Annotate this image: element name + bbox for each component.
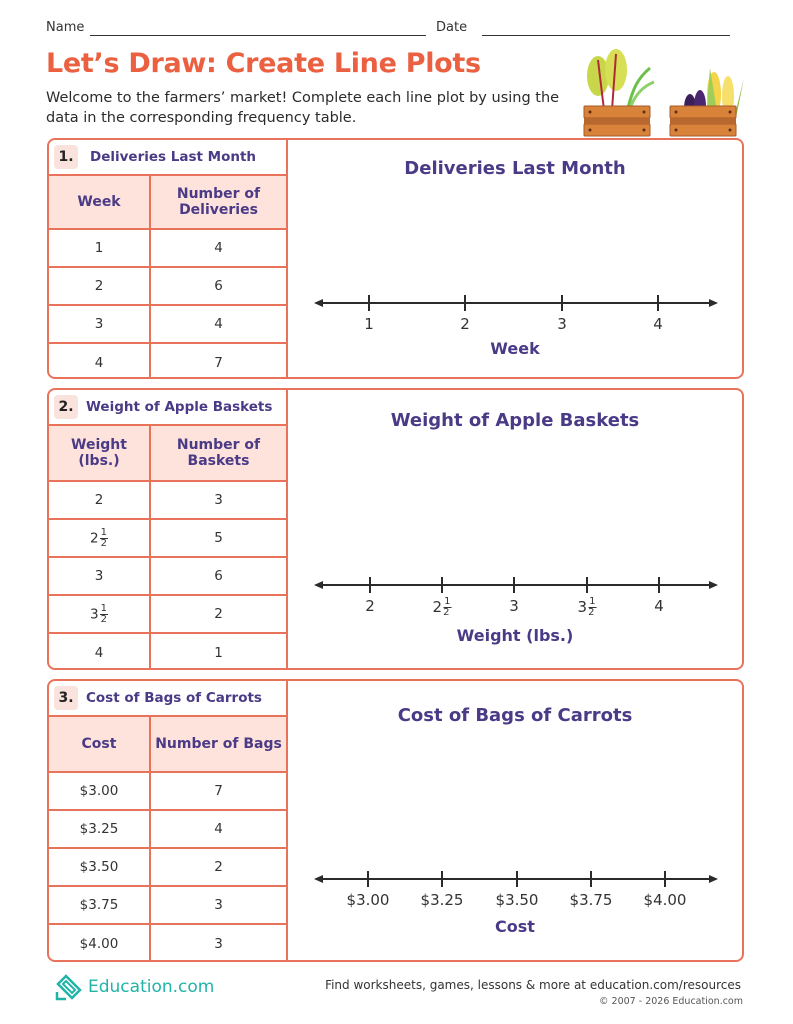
plot-title: Deliveries Last Month — [404, 158, 626, 179]
problem-3-section — [47, 679, 744, 962]
instructions: Welcome to the farmers’ market! Complete each line plot by using the data in the corresponding frequency table. — [46, 90, 560, 126]
table-row — [49, 886, 286, 924]
table-row — [49, 305, 286, 343]
cell-value: 6 — [150, 557, 286, 595]
cell-value: 3 — [150, 886, 286, 924]
education-logo-icon — [54, 972, 84, 1002]
table-row — [49, 519, 286, 557]
column-header: Number of Bags — [150, 717, 286, 772]
cell-key: 2 — [49, 267, 150, 305]
table-title: Weight of Apple Baskets — [86, 399, 273, 415]
name-label: Name — [46, 20, 85, 35]
line-plot-3[interactable] — [288, 681, 742, 960]
tick-label: $3.75 — [569, 891, 613, 909]
tick-label: 2 — [365, 597, 375, 615]
line-plot-1[interactable] — [288, 140, 742, 377]
cell-value: 4 — [150, 229, 286, 267]
column-header: Weight (lbs.) — [49, 426, 150, 481]
cell-key: 3 — [49, 305, 150, 343]
frequency-table-3 — [49, 681, 288, 960]
problem-number: 3. — [54, 686, 78, 710]
data-table — [49, 426, 286, 670]
table-header — [49, 681, 286, 717]
date-label: Date — [436, 20, 468, 35]
whole-number: 3 — [90, 606, 99, 622]
problem-2-section — [47, 388, 744, 670]
name-field[interactable] — [90, 35, 426, 36]
table-row — [49, 924, 286, 962]
table-row — [49, 343, 286, 379]
table-row — [49, 772, 286, 810]
tick-label: 2 $\frac{1}{2}$ — [432, 596, 451, 618]
problem-number: 1. — [54, 145, 78, 169]
cell-value: 4 — [150, 305, 286, 343]
table-header — [49, 140, 286, 176]
cell-key: $3.50 — [49, 848, 150, 886]
arrow-right-icon — [709, 299, 718, 307]
table-row — [49, 481, 286, 519]
arrow-left-icon — [314, 581, 323, 589]
cell-value: 1 — [150, 633, 286, 670]
cell-key: 1 — [49, 229, 150, 267]
cell-key: $3.00 — [49, 772, 150, 810]
cell-value: 4 — [150, 810, 286, 848]
cell-key: 4 — [49, 343, 150, 379]
tick-label: 3 — [509, 597, 519, 615]
tick-label: 3 $\frac{1}{2}$ — [577, 596, 596, 618]
axis-label: Week — [490, 339, 540, 358]
plot-title: Weight of Apple Baskets — [390, 410, 640, 431]
cell-key: $3.25 — [49, 810, 150, 848]
line-plot-2[interactable] — [288, 390, 742, 668]
whole-number: 2 — [90, 530, 99, 546]
cell-key: $3.75 — [49, 886, 150, 924]
table-row — [49, 595, 286, 633]
cell-value: 3 — [150, 924, 286, 962]
cell-key: 3 — [49, 557, 150, 595]
name-date-row — [46, 20, 736, 40]
cell-value: 5 — [150, 519, 286, 557]
table-row — [49, 229, 286, 267]
tick-label: $4.00 — [643, 891, 687, 909]
data-table — [49, 717, 286, 962]
table-title: Deliveries Last Month — [90, 149, 257, 165]
column-header: Cost — [49, 717, 150, 772]
brand-name: Education.com — [88, 977, 215, 997]
table-row — [49, 633, 286, 670]
table-row — [49, 810, 286, 848]
frequency-table-1 — [49, 140, 288, 377]
table-row — [49, 267, 286, 305]
table-title: Cost of Bags of Carrots — [86, 690, 262, 706]
tick-label: 4 — [654, 597, 664, 615]
problem-1-section — [47, 138, 744, 379]
page-title: Let’s Draw: Create Line Plots — [46, 48, 481, 79]
education-logo[interactable] — [54, 972, 214, 1002]
data-table — [49, 176, 286, 379]
cell-key — [49, 519, 150, 557]
problem-number: 2. — [54, 395, 78, 419]
date-field[interactable] — [482, 35, 730, 36]
wooden-crate-icon — [584, 106, 736, 136]
tick-label: $3.25 — [420, 891, 464, 909]
fraction-one-half: $\frac{1}{2}$ — [100, 526, 107, 549]
cell-value: 7 — [150, 772, 286, 810]
arrow-left-icon — [314, 875, 323, 883]
cell-key: 2 — [49, 481, 150, 519]
cell-value: 6 — [150, 267, 286, 305]
footer-tagline: Find worksheets, games, lessons & more at education.com/resources — [325, 978, 741, 992]
vegetable-crates-illustration — [578, 48, 748, 140]
tick-label: 2 — [460, 315, 470, 333]
column-header: Week — [49, 176, 150, 229]
axis-label: Weight (lbs.) — [456, 626, 574, 645]
table-header — [49, 390, 286, 426]
table-row — [49, 848, 286, 886]
arrow-right-icon — [709, 581, 718, 589]
tick-label: 1 — [364, 315, 374, 333]
cell-value: 3 — [150, 481, 286, 519]
cell-value: 7 — [150, 343, 286, 379]
frequency-table-2 — [49, 390, 288, 668]
tick-label: $3.00 — [346, 891, 390, 909]
column-header: Number of Baskets — [150, 426, 286, 481]
column-header: Number of Deliveries — [150, 176, 286, 229]
axis-label: Cost — [495, 917, 535, 936]
arrow-left-icon — [314, 299, 323, 307]
tick-label: 4 — [653, 315, 663, 333]
plot-title: Cost of Bags of Carrots — [397, 705, 633, 726]
arrow-right-icon — [709, 875, 718, 883]
tick-label: 3 — [557, 315, 567, 333]
copyright: © 2007 - 2026 Education.com — [599, 996, 743, 1007]
table-row — [49, 557, 286, 595]
cell-value: 2 — [150, 595, 286, 633]
tick-label: $3.50 — [495, 891, 539, 909]
cell-value: 2 — [150, 848, 286, 886]
fraction-one-half: $\frac{1}{2}$ — [100, 602, 107, 625]
cell-key: $4.00 — [49, 924, 150, 962]
cell-key: 4 — [49, 633, 150, 670]
cell-key — [49, 595, 150, 633]
